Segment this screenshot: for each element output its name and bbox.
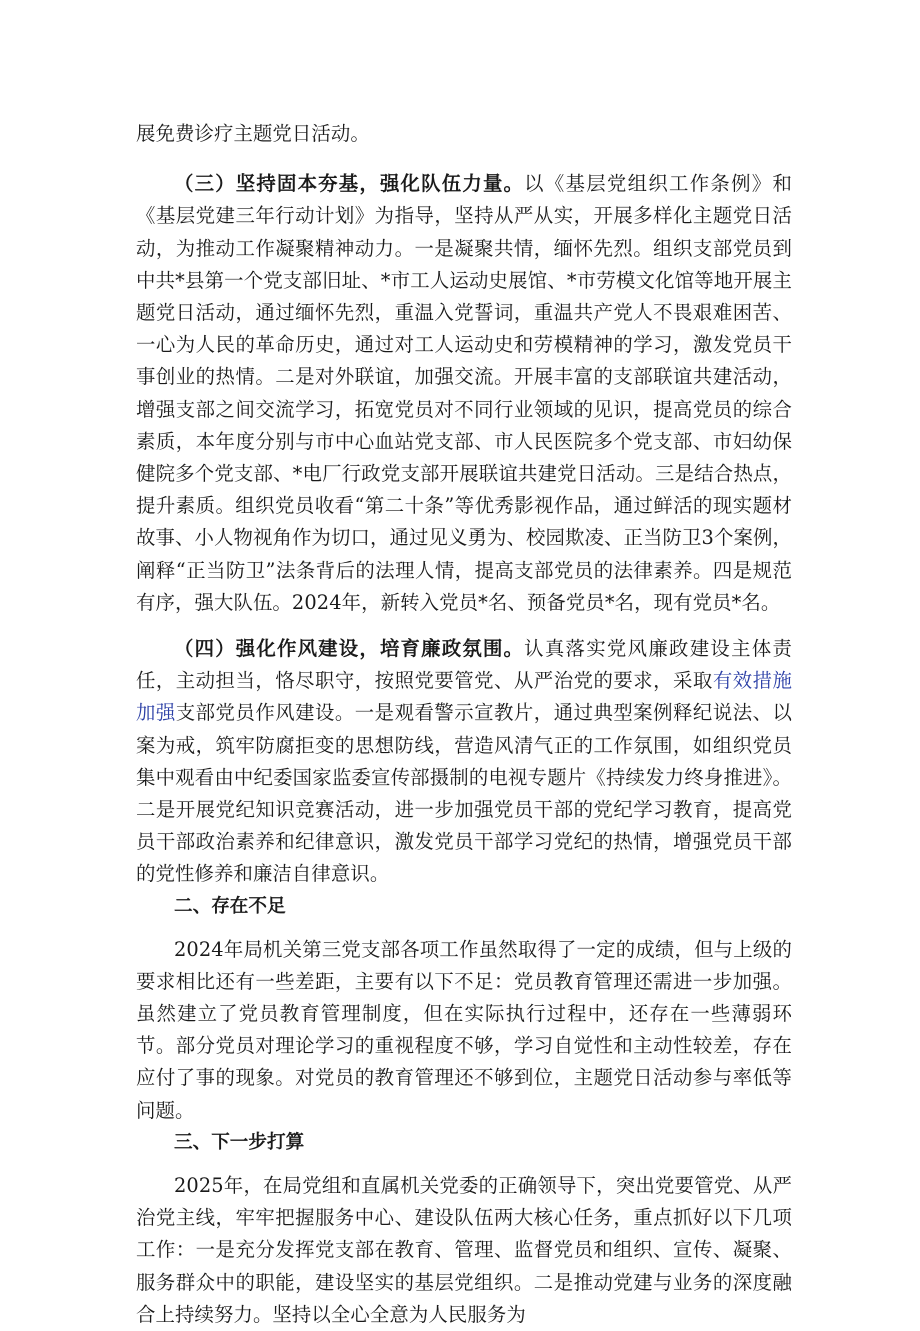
heading-next-steps: 三、下一步打算 — [174, 1131, 305, 1153]
section-4-paragraph — [136, 633, 792, 891]
shortcomings-paragraph: 2024年局机关第三党支部各项工作虽然取得了一定的成绩，但与上级的要求相比还有一些差距，主要有以下不足：党员教育管理还需进一步加强。虽然建立了党员教育管理制度，但在实际执行过程中，还存在一些薄弱环节。部分党员对理论学习的重视程度不够，学习自觉性和主动性较差，存在应付了事的现象。对党员的教育管理还不够到位，主题党日活动参与率低等问题。 — [136, 937, 792, 1122]
section-3-paragraph — [136, 168, 792, 619]
next-steps-paragraph: 2025年，在局党组和直属机关党委的正确领导下，突出党要管党、从严治党主线，牢牢把握服务中心、建设队伍两大核心任务，重点抓好以下几项工作：一是充分发挥党支部在教育、管理、监督党员和组织、宣传、凝聚、服务群众中的职能，建设坚实的基层党组织。二是推动党建与业务的深度融合上持续努力。坚持以全心全意为人民服务为 — [136, 1173, 792, 1326]
section-4-lead: （四）强化作风建设，培育廉政氛围。 — [174, 637, 525, 661]
document-page — [136, 118, 792, 1331]
section-4-body-b: 支部党员作风建设。一是观看警示宣教片，通过典型案例释纪说法、以案为戒，筑牢防腐拒变的思想防线，营造风清气正的工作氛围，如组织党员集中观看由中纪委国家监委宣传部摄制的电视专题片《持续发力终身推进》。二是开展党纪知识竞赛活动，进一步加强党员干部的党纪学习教育，提高党员干部政治素养和纪律意识，激发党员干部学习党纪的热情，增强党员干部的党性修养和廉洁自律意识。 — [136, 701, 792, 886]
heading-shortcomings: 二、存在不足 — [174, 895, 286, 917]
highlighted-link-text[interactable]: 有效措施加强 — [136, 669, 792, 725]
paragraph-continuation: 展免费诊疗主题党日活动。 — [136, 122, 370, 145]
section-3-body: 以《基层党组织工作条例》和《基层党建三年行动计划》为指导，坚持从严从实，开展多样化主题党日活动，为推动工作凝聚精神动力。一是凝聚共情，缅怀先烈。组织支部党员到中共*县第一个党支部旧址、*市工人运动史展馆、*市劳模文化馆等地开展主题党日活动，通过缅怀先烈，重温入党誓词，重温共产党人不畏艰难困苦、一心为人民的革命历史，通过对工人运动史和劳模精神的学习，激发党员干事创业的热情。二是对外联谊，加强交流。开展丰富的支部联谊共建活动，增强支部之间交流学习，拓宽党员对不同行业领域的见识，提高党员的综合素质，本年度分别与市中心血站党支部、市人民医院多个党支部、市妇幼保健院多个党支部、*电厂行政党支部开展联谊共建党日活动。三是结合热点，提升素质。组织党员收看“第二十条”等优秀影视作品，通过鲜活的现实题材故事、小人物视角作为切口，通过见义勇为、校园欺凌、正当防卫3个案例，阐释“正当防卫”法条背后的法理人情，提高支部党员的法律素养。四是规范有序，强大队伍。2024年，新转入党员*名、预备党员*名，现有党员*名。 — [136, 172, 792, 614]
section-4-body-a: 认真落实党风廉政建设主体责任，主动担当，恪尽职守，按照党要管党、从严治党的要求，采取 — [136, 637, 792, 693]
section-3-lead: （三）坚持固本夯基，强化队伍力量。 — [174, 172, 525, 196]
